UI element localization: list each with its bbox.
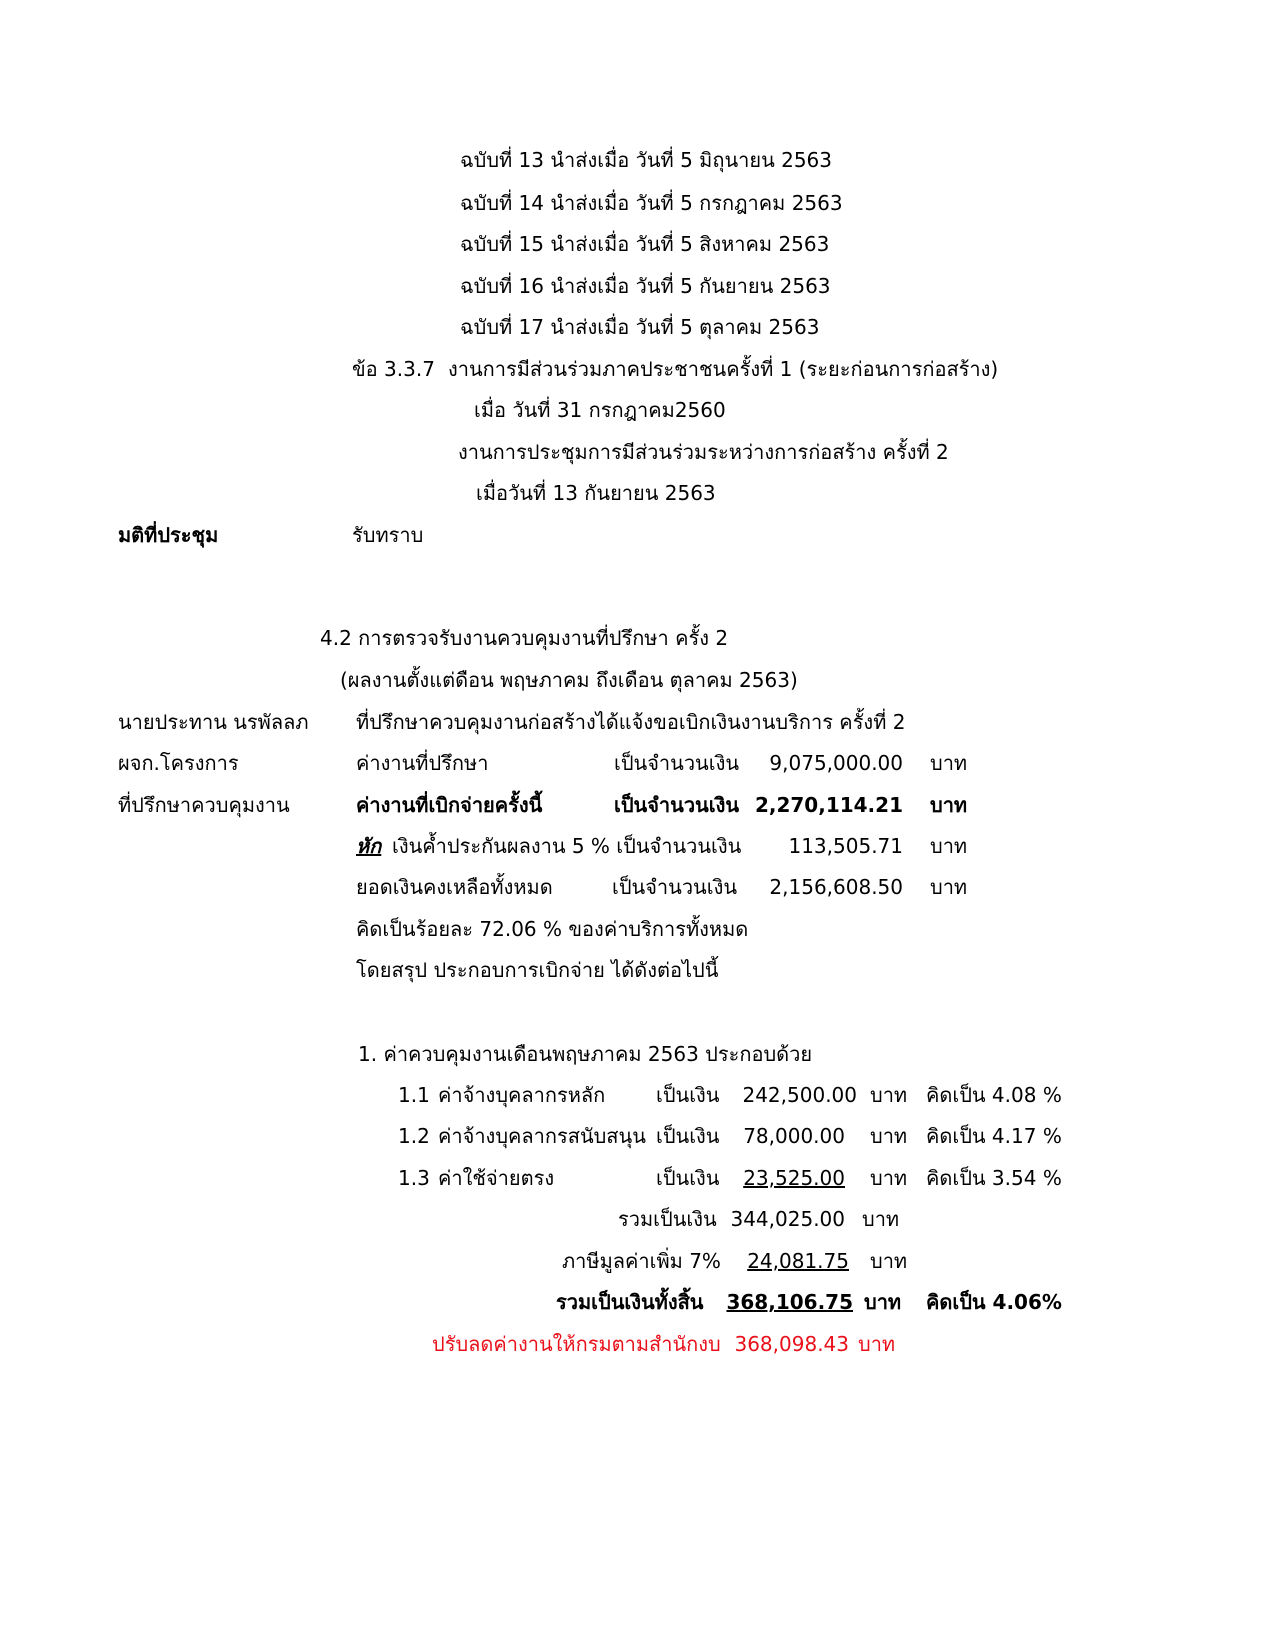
total-unit: บาท: [864, 1290, 902, 1314]
subtotal-unit: บาท: [862, 1207, 900, 1231]
item-337-text: งานการมีส่วนร่วมภาคประชาชนครั้งที่ 1 (ระยะก่อนการก่อสร้าง): [448, 357, 999, 381]
fee-unit: บาท: [930, 751, 968, 775]
intro-text: ที่ปรึกษาควบคุมงานก่อสร้างได้แจ้งขอเบิกเงินงานบริการ ครั้งที่ 2: [356, 710, 906, 734]
item-pct: คิดเป็น 4.17 %: [926, 1124, 1062, 1148]
adjust-label: ปรับลดค่างานให้กรมตามสำนักงบ: [432, 1332, 721, 1356]
vat-unit: บาท: [870, 1249, 908, 1273]
speaker-role: ผจก.โครงการ: [118, 751, 239, 775]
speaker-org: ที่ปรึกษาควบคุมงาน: [118, 793, 290, 817]
total-value: 368,106.75: [726, 1290, 853, 1314]
section-42-subtitle: (ผลงานตั้งแต่ดือน พฤษภาคม ถึงเดือน ตุลาคม 2563): [340, 668, 798, 692]
fee-mid: เป็นจำนวนเงิน: [614, 751, 739, 775]
item-337-number: ข้อ 3.3.7: [352, 357, 435, 381]
fee-label: ค่างานที่ปรึกษา: [356, 751, 489, 775]
balance-mid: เป็นจำนวนเงิน: [612, 875, 737, 899]
item-mid: เป็นเงิน: [656, 1083, 720, 1107]
adjust-value: 368,098.43: [734, 1332, 849, 1356]
item-337-date1: เมื่อ วันที่ 31 กรกฎาคม2560: [474, 398, 726, 422]
paid-label: ค่างานที่เบิกจ่ายครั้งนี้: [356, 793, 543, 817]
total-pct: คิดเป็น 4.06%: [926, 1290, 1062, 1314]
vat-value: 24,081.75: [747, 1249, 849, 1273]
item-value: 242,500.00: [742, 1083, 857, 1107]
item-label: ค่าใช้จ่ายตรง: [438, 1166, 555, 1190]
balance-label: ยอดเงินคงเหลือทั้งหมด: [356, 875, 553, 899]
item-mid: เป็นเงิน: [656, 1124, 720, 1148]
item-label: ค่าจ้างบุคลากรสนับสนุน: [438, 1124, 646, 1148]
subtotal-label: รวมเป็นเงิน: [618, 1207, 717, 1231]
report-15: ฉบับที่ 15 นำส่งเมื่อ วันที่ 5 สิงหาคม 2563: [460, 232, 830, 256]
report-17: ฉบับที่ 17 นำส่งเมื่อ วันที่ 5 ตุลาคม 2563: [460, 315, 820, 339]
deduct-label: เงินค้ำประกันผลงาน 5 % เป็นจำนวนเงิน: [392, 834, 742, 858]
summary-note: โดยสรุป ประกอบการเบิกจ่าย ได้ดังต่อไปนี้: [356, 958, 719, 982]
balance-value: 2,156,608.50: [769, 875, 903, 899]
vat-label: ภาษีมูลค่าเพิ่ม 7%: [562, 1249, 721, 1273]
fee-value: 9,075,000.00: [769, 751, 903, 775]
item-pct: คิดเป็น 4.08 %: [926, 1083, 1062, 1107]
deduct-word: หัก: [356, 834, 382, 858]
section-42-title: 4.2 การตรวจรับงานควบคุมงานที่ปรึกษา ครั้ง 2: [320, 626, 729, 650]
item-no: 1.2: [398, 1124, 430, 1148]
deduct-unit: บาท: [930, 834, 968, 858]
subtotal-value: 344,025.00: [730, 1207, 845, 1231]
report-13: ฉบับที่ 13 นำส่งเมื่อ วันที่ 5 มิถุนายน 2563: [460, 148, 832, 172]
item-value: 23,525.00: [743, 1166, 845, 1190]
speaker-name: นายประทาน นรพัลลภ: [118, 710, 309, 734]
item-mid: เป็นเงิน: [656, 1166, 720, 1190]
adjust-unit: บาท: [858, 1332, 896, 1356]
item-label: ค่าจ้างบุคลากรหลัก: [438, 1083, 606, 1107]
item-337-date2: เมื่อวันที่ 13 กันยายน 2563: [476, 481, 716, 505]
paid-mid: เป็นจำนวนเงิน: [614, 793, 739, 817]
item-unit: บาท: [870, 1124, 908, 1148]
deduct-value: 113,505.71: [788, 834, 903, 858]
item-337-text2: งานการประชุมการมีส่วนร่วมระหว่างการก่อสร้าง ครั้งที่ 2: [458, 440, 949, 464]
resolution-label: มติที่ประชุม: [118, 523, 219, 547]
resolution-value: รับทราบ: [352, 523, 424, 547]
percent-note: คิดเป็นร้อยละ 72.06 % ของค่าบริการทั้งหมด: [356, 917, 749, 941]
item-no: 1.3: [398, 1166, 430, 1190]
paid-unit: บาท: [930, 793, 968, 817]
report-14: ฉบับที่ 14 นำส่งเมื่อ วันที่ 5 กรกฎาคม 2563: [460, 191, 843, 215]
paid-value: 2,270,114.21: [754, 793, 903, 817]
item-unit: บาท: [870, 1083, 908, 1107]
total-label: รวมเป็นเงินทั้งสิ้น: [556, 1290, 704, 1314]
item-pct: คิดเป็น 3.54 %: [926, 1166, 1062, 1190]
balance-unit: บาท: [930, 875, 968, 899]
item-no: 1.1: [398, 1083, 430, 1107]
breakdown-heading: 1. ค่าควบคุมงานเดือนพฤษภาคม 2563 ประกอบด้วย: [358, 1042, 813, 1066]
item-value: 78,000.00: [743, 1124, 845, 1148]
report-16: ฉบับที่ 16 นำส่งเมื่อ วันที่ 5 กันยายน 2563: [460, 274, 831, 298]
item-unit: บาท: [870, 1166, 908, 1190]
